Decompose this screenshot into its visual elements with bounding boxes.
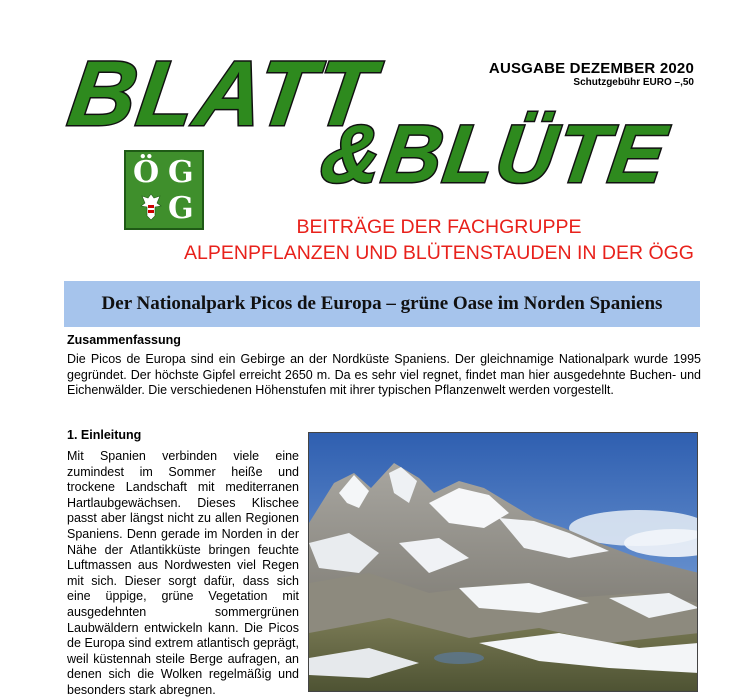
- edition-label: AUSGABE DEZEMBER 2020: [488, 60, 694, 77]
- subtitle-line-2: ALPENPFLANZEN UND BLÜTENSTAUDEN IN DER ÖGG: [184, 242, 694, 264]
- masthead-title-line2: &BLÜTE: [315, 109, 673, 200]
- article-title: Der Nationalpark Picos de Europa – grüne Oase im Norden Spaniens: [101, 293, 663, 314]
- series-subtitle: [140, 214, 738, 266]
- mountain-photo: [308, 432, 698, 692]
- mountain-landscape-illustration: [309, 433, 698, 692]
- logo-letter-2: G: [168, 155, 194, 190]
- section-heading-introduction: 1. Einleitung: [67, 428, 142, 442]
- article-title-banner: [64, 281, 700, 327]
- fee-label: Schutzgebühr EURO –,50: [573, 77, 694, 88]
- summary-heading: Zusammenfassung: [67, 333, 181, 347]
- edition-info: [489, 60, 694, 88]
- subtitle-line-1: BEITRÄGE DER FACHGRUPPE: [296, 216, 582, 238]
- summary-text: Die Picos de Europa sind ein Gebirge an der Nordküste Spaniens. Der gleichnamige Nationalpark wurde 1995 gegründet. Der höchste Gipfel erreicht 2650 m. Da es sehr viel regnet, findet man hier ausgedehnte Buchen- und Eichenwälder. Die verschiedenen Höhenstufen mit ihrer typischen Pflanzenwelt werden vorgestellt.: [67, 352, 701, 397]
- introduction-text: Mit Spanien verbinden viele eine zumindest im Sommer heiße und trockene Landschaft mit mediterranen Hartlaubgewächsen. Dieses Klischee passt aber längst nicht zu allen Regionen Spaniens. Denn gerade im Norden in der Nähe der Atlantikküste bringen feuchte Luftmassen aus Nordwesten viel Regen mit sich. Dieser sorgt dafür, dass sich eine üppige, grüne Vegetation mit ausgedehnten sommergrünen Laubwäldern entwickeln kann. Die Picos de Europa sind extrem atlantisch geprägt, weil küstennah steile Berge aufragen, an denen sich die Wolken regelmäßig und besonders stark abregnen.: [67, 449, 299, 697]
- logo-letter-1: Ö: [133, 155, 160, 190]
- masthead-title-line1: BLATT: [62, 43, 382, 145]
- logo-letter-3: G: [168, 191, 194, 226]
